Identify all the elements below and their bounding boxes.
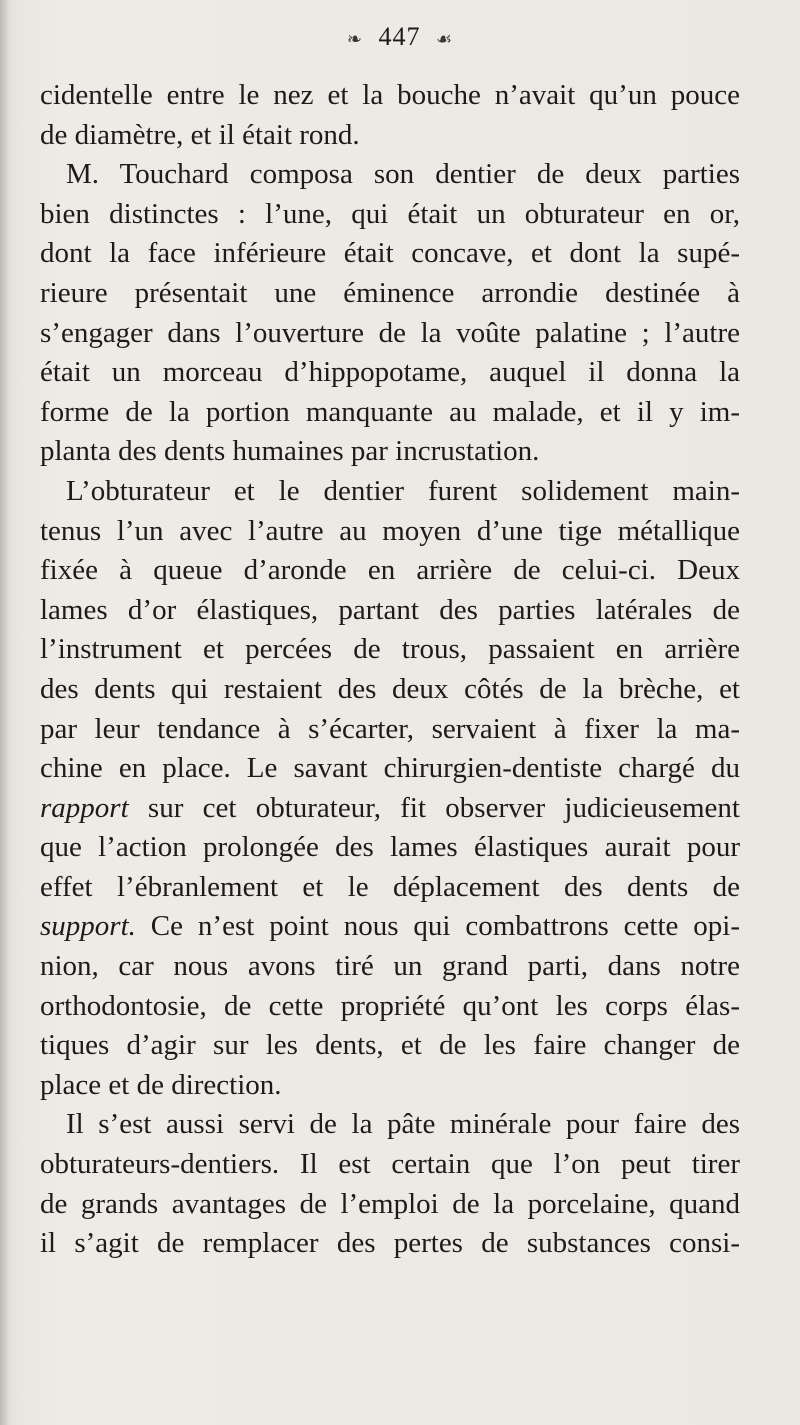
text-line: planta des dents humaines par incrustation. <box>40 435 540 468</box>
text-line: de grands avantages de l’emploi de la porcelaine, quand <box>40 1187 740 1220</box>
text-line: l’instrument et percées de trous, passaient en arrière <box>40 633 740 666</box>
italic-word: rapport <box>40 791 129 824</box>
text-line: bien distinctes : l’une, qui était un obturateur en or, <box>40 197 740 230</box>
text-line: il s’agit de remplacer des pertes de substances consi- <box>40 1227 740 1260</box>
text-line: des dents qui restaient des deux côtés de la brèche, et <box>40 672 740 705</box>
text-line: de diamètre, et il était rond. <box>40 118 360 151</box>
page-number: 447 <box>378 22 421 51</box>
text-line <box>40 789 740 829</box>
text-line: place et de direction. <box>40 1068 282 1101</box>
italic-word: support. <box>40 910 136 943</box>
text-line: L’obturateur et le dentier furent solidement main- <box>66 474 740 507</box>
text-line: par leur tendance à s’écarter, servaient à fixer la ma- <box>40 712 740 745</box>
text-line: Il s’est aussi servi de la pâte minérale pour faire des <box>66 1108 740 1141</box>
text-line: effet l’ébranlement et le déplacement des dents de <box>40 870 740 903</box>
binding-edge <box>0 0 10 1425</box>
text-line: obturateurs-dentiers. Il est certain que l’on peut tirer <box>40 1148 740 1181</box>
text-line: orthodontosie, de cette propriété qu’ont les corps élas- <box>40 989 740 1022</box>
text-line: M. Touchard composa son dentier de deux parties <box>66 158 740 191</box>
text-line: était un morceau d’hippopotame, auquel il donna la <box>40 356 740 389</box>
text-line <box>40 907 740 947</box>
text-line: s’engager dans l’ouverture de la voûte palatine ; l’autre <box>40 316 740 349</box>
right-ornament: ☙ <box>435 29 454 50</box>
line-rest: sur cet obturateur, fit observer judicieusement <box>128 791 740 824</box>
left-ornament: ❧ <box>346 29 363 50</box>
text-line: fixée à queue d’aronde en arrière de celui-ci. Deux <box>40 554 740 587</box>
page-header <box>0 22 800 54</box>
text-line: lames d’or élastiques, partant des parties latérales de <box>40 593 740 626</box>
text-line: que l’action prolongée des lames élastiques aurait pour <box>40 831 740 864</box>
text-line: chine en place. Le savant chirurgien-dentiste chargé du <box>40 752 740 785</box>
text-line: tenus l’un avec l’autre au moyen d’une tige métallique <box>40 514 740 547</box>
text-line: forme de la portion manquante au malade, et il y im- <box>40 395 740 428</box>
text-line: tiques d’agir sur les dents, et de les faire changer de <box>40 1029 740 1062</box>
line-rest: Ce n’est point nous qui combattrons cette opi- <box>135 910 740 943</box>
text-line: rieure présentait une éminence arrondie destinée à <box>40 276 740 309</box>
body-text <box>40 76 740 1264</box>
text-line: dont la face inférieure était concave, et dont la supé- <box>40 237 740 270</box>
text-line: nion, car nous avons tiré un grand parti, dans notre <box>40 950 740 983</box>
text-line: cidentelle entre le nez et la bouche n’avait qu’un pouce <box>40 79 740 111</box>
